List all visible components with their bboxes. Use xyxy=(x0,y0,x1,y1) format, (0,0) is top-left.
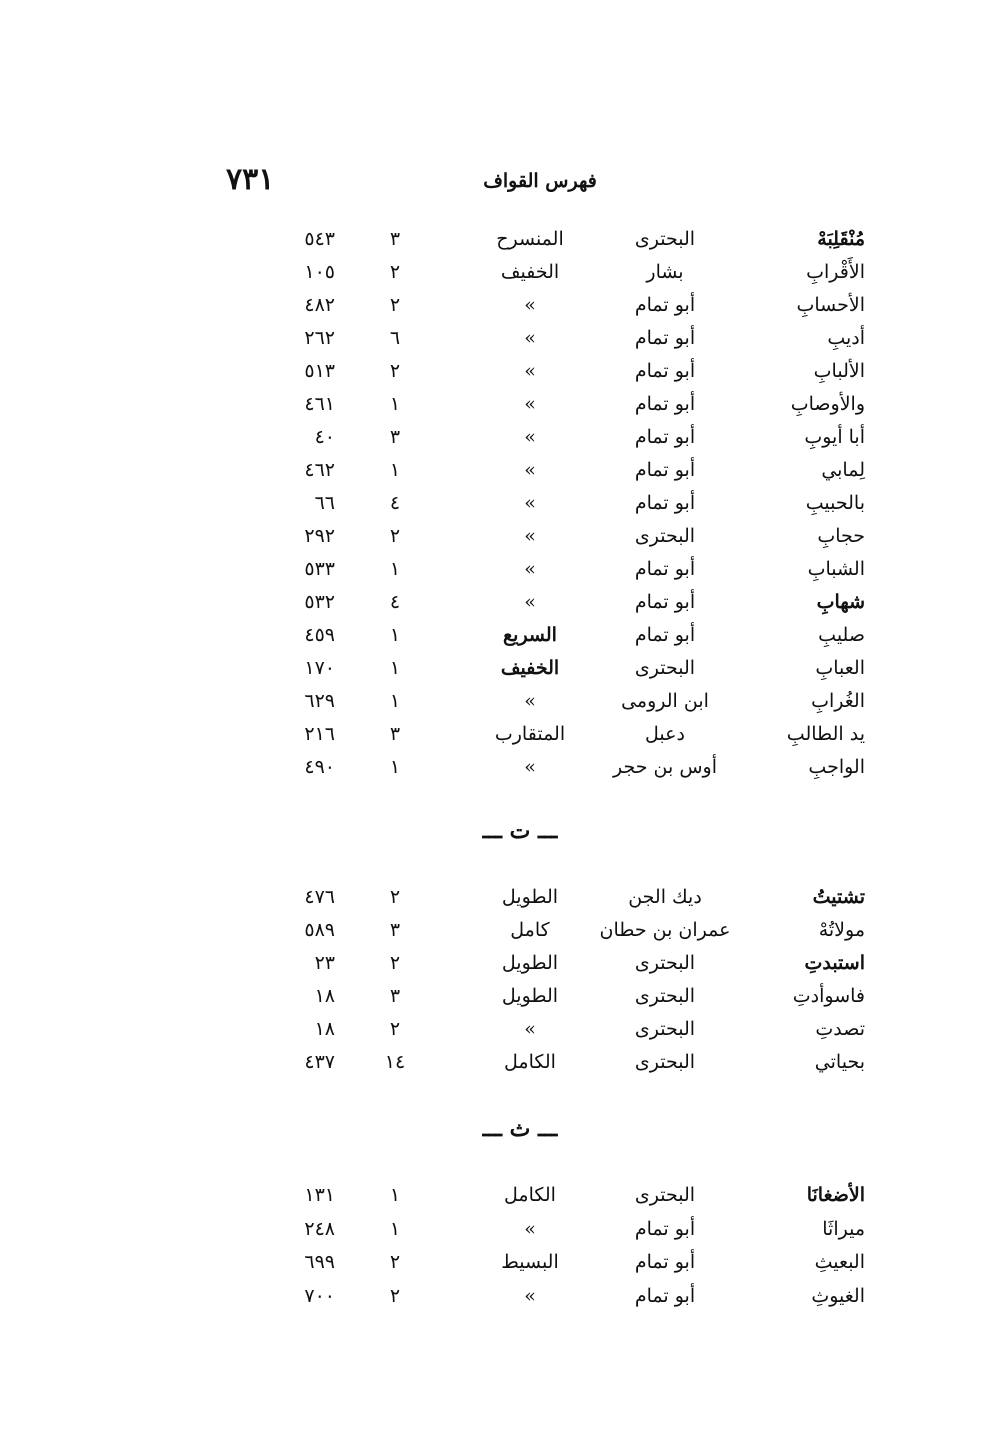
meter-name: » xyxy=(524,558,536,580)
verse-count: ٢ xyxy=(389,1284,401,1307)
rhyme-word: الواجبِ xyxy=(808,756,865,778)
section-heading: ـــ ت ـــ xyxy=(482,818,558,844)
meter-name: » xyxy=(524,1018,536,1040)
poet-name: عمران بن حطان xyxy=(599,919,731,941)
index-row xyxy=(0,948,1005,978)
page-reference: ٤٩٠ xyxy=(304,756,335,778)
rhyme-word: أديبِ xyxy=(827,327,865,349)
rhyme-word: صليبِ xyxy=(818,624,865,646)
verse-count: ١ xyxy=(389,756,401,778)
meter-name: الطويل xyxy=(501,985,559,1007)
page-reference: ٤٥٩ xyxy=(304,624,335,646)
poet-name: البحترى xyxy=(634,952,696,974)
poet-name: أبو تمام xyxy=(634,1284,696,1307)
meter-name: » xyxy=(524,393,536,415)
meter-name: » xyxy=(524,426,536,448)
page-reference: ٤٦١ xyxy=(304,393,335,415)
verse-count: ١ xyxy=(389,657,401,679)
meter-name: المنسرح xyxy=(496,228,564,250)
page-reference: ١٣١ xyxy=(304,1184,335,1206)
poet-name: ابن الرومى xyxy=(621,690,709,712)
poet-name: البحترى xyxy=(634,1018,696,1040)
page-reference: ٥٨٩ xyxy=(304,919,335,941)
page-reference: ٧٠٠ xyxy=(304,1284,335,1307)
meter-name: كامل xyxy=(510,919,550,941)
page-reference: ٥٣٢ xyxy=(304,591,335,613)
index-row xyxy=(0,290,1005,320)
meter-name: الخفيف xyxy=(500,261,560,283)
poet-name: أبو تمام xyxy=(634,1251,696,1273)
page-reference: ١٨ xyxy=(314,985,335,1007)
poet-name: ديك الجن xyxy=(628,886,702,908)
index-row xyxy=(0,686,1005,716)
index-row xyxy=(0,1214,1005,1244)
section-heading: ـــ ث ـــ xyxy=(482,1116,558,1142)
poet-name: البحترى xyxy=(634,525,696,547)
poet-name: البحترى xyxy=(634,1051,696,1073)
rhyme-word: الأحسابِ xyxy=(796,294,865,316)
page-reference: ٤٠ xyxy=(314,426,335,448)
index-row xyxy=(0,587,1005,617)
poet-name: أبو تمام xyxy=(634,393,696,415)
page-reference: ٦٩٩ xyxy=(304,1251,335,1273)
index-row xyxy=(0,488,1005,518)
meter-name: السريع xyxy=(503,624,557,646)
page-reference: ١٨ xyxy=(314,1018,335,1040)
verse-count: ٢ xyxy=(389,886,401,908)
rhyme-word: الغيوثِ xyxy=(811,1284,865,1307)
poet-name: أبو تمام xyxy=(634,591,696,613)
page-reference: ٤٦٢ xyxy=(304,459,335,481)
page-reference: ٦٦ xyxy=(314,492,335,514)
index-row xyxy=(0,323,1005,353)
verse-count: ٣ xyxy=(389,228,401,250)
meter-name: » xyxy=(524,327,536,349)
verse-count: ١ xyxy=(389,690,401,712)
poet-name: أبو تمام xyxy=(634,360,696,382)
rhyme-word: والأوصابِ xyxy=(790,393,865,415)
rhyme-word: مولاتُهْ xyxy=(818,919,865,941)
index-row xyxy=(0,521,1005,551)
poet-name: أبو تمام xyxy=(634,459,696,481)
index-row xyxy=(0,1281,1005,1311)
verse-count: ١ xyxy=(389,624,401,646)
index-row xyxy=(0,1014,1005,1044)
meter-name: » xyxy=(524,1217,536,1240)
verse-count: ٢ xyxy=(389,261,401,283)
page-reference: ٢٩٢ xyxy=(304,525,335,547)
verse-count: ١ xyxy=(389,558,401,580)
index-row xyxy=(0,752,1005,782)
verse-count: ٤ xyxy=(389,591,401,613)
poet-name: أبو تمام xyxy=(634,492,696,514)
page-reference: ٦٢٩ xyxy=(304,690,335,712)
index-row xyxy=(0,455,1005,485)
meter-name: » xyxy=(524,294,536,316)
meter-name: » xyxy=(524,360,536,382)
rhyme-word: العبابِ xyxy=(815,657,865,679)
page-reference: ٥٤٣ xyxy=(304,228,335,250)
index-row xyxy=(0,257,1005,287)
verse-count: ١ xyxy=(389,393,401,415)
page-reference: ٥٣٣ xyxy=(304,558,335,580)
rhyme-word: الأَقْرابِ xyxy=(806,261,865,283)
meter-name: » xyxy=(524,591,536,613)
poet-name: البحترى xyxy=(634,657,696,679)
page-reference: ٤٨٢ xyxy=(304,294,335,316)
index-row xyxy=(0,224,1005,254)
meter-name: » xyxy=(524,525,536,547)
meter-name: » xyxy=(524,459,536,481)
poet-name: دعبل xyxy=(645,723,685,745)
verse-count: ٣ xyxy=(389,426,401,448)
meter-name: المتقارب xyxy=(494,723,566,745)
index-row xyxy=(0,356,1005,386)
index-row xyxy=(0,554,1005,584)
meter-name: الطويل xyxy=(501,886,559,908)
verse-count: ٣ xyxy=(389,985,401,1007)
index-row xyxy=(0,389,1005,419)
meter-name: » xyxy=(524,492,536,514)
verse-count: ١ xyxy=(389,1184,401,1206)
verse-count: ٢ xyxy=(389,525,401,547)
index-row xyxy=(0,1247,1005,1277)
verse-count: ٢ xyxy=(389,1018,401,1040)
index-row xyxy=(0,1180,1005,1210)
verse-count: ٢ xyxy=(389,360,401,382)
poet-name: البحترى xyxy=(634,228,696,250)
page-reference: ٢٣ xyxy=(314,952,335,974)
index-row xyxy=(0,620,1005,650)
index-row xyxy=(0,422,1005,452)
index-row xyxy=(0,653,1005,683)
poet-name: أبو تمام xyxy=(634,327,696,349)
page-reference: ١٧٠ xyxy=(304,657,335,679)
page-reference: ٤٣٧ xyxy=(304,1051,335,1073)
page-reference: ٢٦٢ xyxy=(304,327,335,349)
meter-name: البسيط xyxy=(501,1251,559,1273)
poet-name: أبو تمام xyxy=(634,294,696,316)
rhyme-word: الأضغانَا xyxy=(806,1184,865,1206)
rhyme-word: أبا أيوبِ xyxy=(804,426,865,448)
meter-name: الخفيف xyxy=(500,657,560,679)
rhyme-word: تشتيتُ xyxy=(812,886,865,908)
poet-name: بشار xyxy=(646,261,684,283)
meter-name: » xyxy=(524,756,536,778)
page-reference: ٢٤٨ xyxy=(304,1217,335,1240)
page-reference: ٤٧٦ xyxy=(304,886,335,908)
rhyme-word: الألبابِ xyxy=(813,360,865,382)
page-reference: ١٠٥ xyxy=(304,261,335,283)
rhyme-word: مُنْقَلِبَهْ xyxy=(817,228,865,250)
rhyme-word: يد الطالبِ xyxy=(786,723,865,745)
verse-count: ٢ xyxy=(389,294,401,316)
poet-name: أبو تمام xyxy=(634,1217,696,1240)
rhyme-word: ميراثَا xyxy=(822,1217,865,1240)
rhyme-word: شهابِ xyxy=(816,591,865,613)
poet-name: أوس بن حجر xyxy=(613,756,717,778)
rhyme-word: فاسوأدتِ xyxy=(792,985,865,1007)
rhyme-word: تصدتِ xyxy=(815,1018,865,1040)
poet-name: أبو تمام xyxy=(634,426,696,448)
verse-count: ٢ xyxy=(389,952,401,974)
rhyme-word: الشبابِ xyxy=(807,558,865,580)
meter-name: » xyxy=(524,1284,536,1307)
index-row xyxy=(0,915,1005,945)
verse-count: ١ xyxy=(389,1217,401,1240)
page-reference: ٢١٦ xyxy=(304,723,335,745)
page-title: فهرس القواف xyxy=(483,170,597,192)
poet-name: أبو تمام xyxy=(634,558,696,580)
poet-name: البحترى xyxy=(634,1184,696,1206)
verse-count: ٣ xyxy=(389,919,401,941)
rhyme-word: لِمابي xyxy=(821,459,865,481)
verse-count: ٣ xyxy=(389,723,401,745)
meter-name: الكامل xyxy=(504,1051,556,1073)
poet-name: أبو تمام xyxy=(634,624,696,646)
verse-count: ٢ xyxy=(389,1251,401,1273)
poet-name: البحترى xyxy=(634,985,696,1007)
verse-count: ٤ xyxy=(389,492,401,514)
index-row xyxy=(0,1047,1005,1077)
rhyme-word: بحياتي xyxy=(814,1051,865,1073)
page-reference: ٥١٣ xyxy=(304,360,335,382)
verse-count: ١٤ xyxy=(384,1051,406,1073)
rhyme-word: استبدتِ xyxy=(804,952,865,974)
rhyme-word: البعيثِ xyxy=(814,1251,865,1273)
index-row xyxy=(0,981,1005,1011)
meter-name: » xyxy=(524,690,536,712)
rhyme-word: بالحبيبِ xyxy=(805,492,865,514)
meter-name: الكامل xyxy=(504,1184,556,1206)
index-row xyxy=(0,719,1005,749)
page-number: ٧٣١ xyxy=(226,162,275,197)
rhyme-word: الغُرابِ xyxy=(811,690,865,712)
verse-count: ٦ xyxy=(389,327,401,349)
meter-name: الطويل xyxy=(501,952,559,974)
index-row xyxy=(0,882,1005,912)
verse-count: ١ xyxy=(389,459,401,481)
rhyme-word: حجابِ xyxy=(817,525,865,547)
